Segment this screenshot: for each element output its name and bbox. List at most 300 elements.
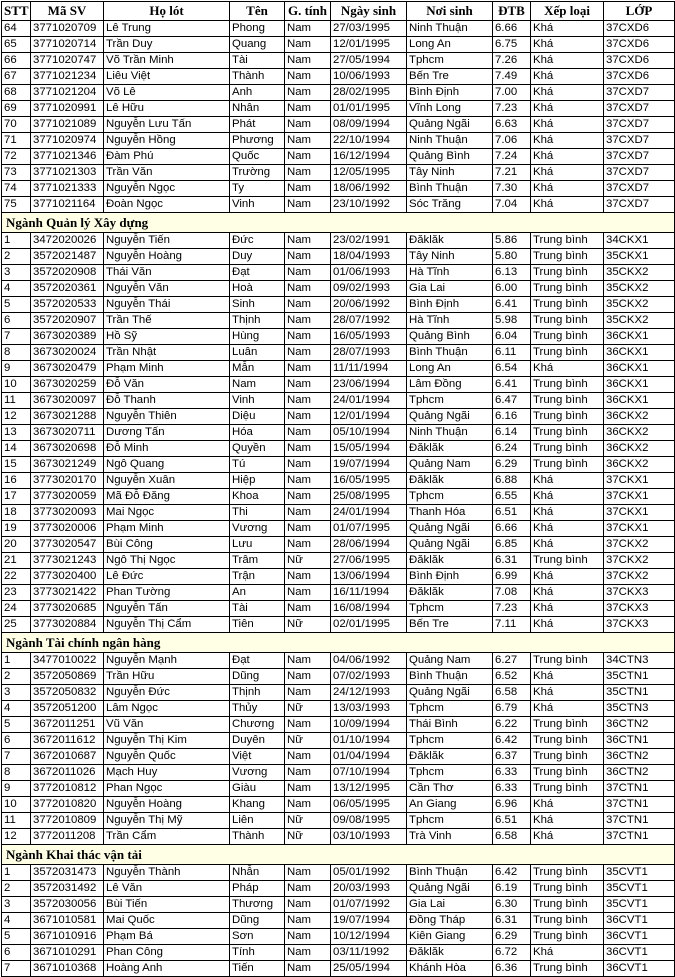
- cell-gpa: 6.24: [493, 441, 531, 457]
- cell-class: 35CKX1: [604, 249, 675, 265]
- cell-surname: Bùi Tiến: [104, 897, 230, 913]
- cell-birth-date: 03/11/1992: [331, 945, 407, 961]
- cell-stt: 2: [2, 881, 31, 897]
- cell-stt: 66: [2, 53, 31, 69]
- cell-given-name: Mẫn: [230, 361, 285, 377]
- cell-gender: Nam: [285, 717, 331, 733]
- cell-student-id: 3572021487: [31, 249, 104, 265]
- cell-birthplace: Tphcm: [407, 733, 493, 749]
- cell-given-name: Hùng: [230, 329, 285, 345]
- cell-gender: Nam: [285, 281, 331, 297]
- cell-stt: 22: [2, 569, 31, 585]
- cell-student-id: 3771020709: [31, 21, 104, 37]
- cell-given-name: Hóa: [230, 425, 285, 441]
- cell-rank: Trung bình: [531, 425, 604, 441]
- cell-class: 37CKX1: [604, 521, 675, 537]
- cell-surname: Phan Tường: [104, 585, 230, 601]
- cell-class: 35CVT1: [604, 865, 675, 881]
- cell-stt: 71: [2, 133, 31, 149]
- cell-birth-date: 23/10/1992: [331, 197, 407, 213]
- cell-gender: Nam: [285, 133, 331, 149]
- cell-surname: Lê Hữu: [104, 101, 230, 117]
- cell-gpa: 6.19: [493, 881, 531, 897]
- cell-given-name: Nam: [230, 377, 285, 393]
- cell-birth-date: 15/05/1994: [331, 441, 407, 457]
- cell-given-name: Chương: [230, 717, 285, 733]
- cell-rank: Trung bình: [531, 881, 604, 897]
- cell-surname: Phạm Minh: [104, 521, 230, 537]
- cell-rank: Khá: [531, 133, 604, 149]
- cell-given-name: Vương: [230, 521, 285, 537]
- cell-stt: 1: [2, 233, 31, 249]
- cell-class: 37CKX3: [604, 617, 675, 633]
- cell-surname: Nguyễn Văn: [104, 281, 230, 297]
- cell-gpa: 6.41: [493, 297, 531, 313]
- cell-birthplace: Quảng Ngãi: [407, 881, 493, 897]
- table-row: [2, 377, 675, 393]
- cell-gpa: 5.80: [493, 249, 531, 265]
- cell-given-name: Anh: [230, 85, 285, 101]
- cell-gender: Nữ: [285, 701, 331, 717]
- cell-class: 36CVT1: [604, 929, 675, 945]
- cell-student-id: 3773020006: [31, 521, 104, 537]
- cell-stt: 17: [2, 489, 31, 505]
- cell-birthplace: Quảng Nam: [407, 653, 493, 669]
- cell-birthplace: Quảng Ngãi: [407, 409, 493, 425]
- cell-gender: Nam: [285, 945, 331, 961]
- cell-class: 36CKX1: [604, 345, 675, 361]
- cell-birth-date: 02/01/1995: [331, 617, 407, 633]
- cell-gpa: 7.23: [493, 601, 531, 617]
- cell-rank: Khá: [531, 505, 604, 521]
- cell-surname: Ngô Thị Ngọc: [104, 553, 230, 569]
- cell-birthplace: Lâm Đồng: [407, 377, 493, 393]
- cell-surname: Phạm Minh: [104, 361, 230, 377]
- cell-stt: 7: [2, 329, 31, 345]
- cell-rank: Trung bình: [531, 717, 604, 733]
- cell-gpa: 6.58: [493, 685, 531, 701]
- cell-given-name: Quyền: [230, 441, 285, 457]
- cell-birth-date: 27/03/1995: [331, 21, 407, 37]
- cell-gpa: 6.85: [493, 537, 531, 553]
- cell-given-name: Lưu: [230, 537, 285, 553]
- cell-birthplace: Bến Tre: [407, 69, 493, 85]
- cell-student-id: 3772010820: [31, 797, 104, 813]
- cell-birthplace: Sóc Trăng: [407, 197, 493, 213]
- cell-surname: Nguyễn Lưu Tấn: [104, 117, 230, 133]
- cell-class: 36CVT1: [604, 913, 675, 929]
- cell-class: 37CXD7: [604, 165, 675, 181]
- cell-gender: Nữ: [285, 829, 331, 845]
- cell-gender: Nam: [285, 53, 331, 69]
- table-row: [2, 717, 675, 733]
- cell-birth-date: 28/07/1993: [331, 345, 407, 361]
- cell-gender: Nam: [285, 881, 331, 897]
- cell-student-id: 3673020711: [31, 425, 104, 441]
- cell-given-name: Quốc: [230, 149, 285, 165]
- cell-gpa: 5.86: [493, 233, 531, 249]
- table-row: [2, 473, 675, 489]
- table-row: [2, 749, 675, 765]
- cell-given-name: Phong: [230, 21, 285, 37]
- cell-rank: Trung bình: [531, 457, 604, 473]
- cell-class: 36CKX1: [604, 329, 675, 345]
- cell-class: 35CVT1: [604, 897, 675, 913]
- cell-birthplace: Ninh Thuận: [407, 21, 493, 37]
- table-row: [2, 133, 675, 149]
- table-row: [2, 409, 675, 425]
- cell-gender: Nữ: [285, 617, 331, 633]
- cell-birth-date: 27/06/1995: [331, 553, 407, 569]
- cell-class: 37CKX3: [604, 585, 675, 601]
- table-row: [2, 829, 675, 845]
- cell-gpa: 6.11: [493, 345, 531, 361]
- table-row: [2, 101, 675, 117]
- cell-rank: Khá: [531, 685, 604, 701]
- cell-student-id: 3572031473: [31, 865, 104, 881]
- cell-stt: 4: [2, 913, 31, 929]
- cell-class: 37CXD7: [604, 101, 675, 117]
- cell-surname: Bùi Công: [104, 537, 230, 553]
- cell-given-name: Trâm: [230, 553, 285, 569]
- cell-rank: Trung bình: [531, 265, 604, 281]
- cell-rank: Trung bình: [531, 781, 604, 797]
- table-row: [2, 733, 675, 749]
- cell-given-name: Sơn: [230, 929, 285, 945]
- cell-birthplace: Bình Định: [407, 569, 493, 585]
- table-row: [2, 281, 675, 297]
- cell-surname: Đàm Phú: [104, 149, 230, 165]
- cell-rank: Khá: [531, 669, 604, 685]
- cell-class: 35CKX2: [604, 265, 675, 281]
- cell-given-name: Tiên: [230, 617, 285, 633]
- cell-student-id: 3673020024: [31, 345, 104, 361]
- cell-given-name: Nhẫn: [230, 865, 285, 881]
- cell-stt: 3: [2, 685, 31, 701]
- table-header-row: [2, 2, 675, 21]
- cell-gpa: 6.16: [493, 409, 531, 425]
- cell-given-name: Dũng: [230, 669, 285, 685]
- cell-stt: 9: [2, 781, 31, 797]
- cell-class: 37CKX1: [604, 489, 675, 505]
- cell-birthplace: Hà Tĩnh: [407, 313, 493, 329]
- cell-gender: Nam: [285, 21, 331, 37]
- cell-given-name: Đức: [230, 233, 285, 249]
- cell-gpa: 6.55: [493, 489, 531, 505]
- cell-given-name: Pháp: [230, 881, 285, 897]
- cell-stt: 12: [2, 409, 31, 425]
- cell-birthplace: Quảng Bình: [407, 149, 493, 165]
- cell-stt: 70: [2, 117, 31, 133]
- cell-rank: Khá: [531, 829, 604, 845]
- cell-rank: Khá: [531, 181, 604, 197]
- cell-surname: Lê Trung: [104, 21, 230, 37]
- cell-class: 37CXD7: [604, 149, 675, 165]
- cell-birthplace: Vĩnh Long: [407, 101, 493, 117]
- cell-birth-date: 24/12/1993: [331, 685, 407, 701]
- cell-birth-date: 10/06/1993: [331, 69, 407, 85]
- table-row: [2, 521, 675, 537]
- cell-given-name: Vinh: [230, 197, 285, 213]
- column-header-gender: G. tính: [285, 2, 331, 21]
- cell-student-id: 3772010812: [31, 781, 104, 797]
- table-row: [2, 489, 675, 505]
- cell-birth-date: 01/07/1992: [331, 897, 407, 913]
- cell-surname: Nguyễn Tấn: [104, 601, 230, 617]
- table-row: [2, 53, 675, 69]
- cell-birth-date: 04/06/1992: [331, 653, 407, 669]
- cell-class: 37CXD7: [604, 117, 675, 133]
- cell-rank: Trung bình: [531, 749, 604, 765]
- cell-rank: Khá: [531, 945, 604, 961]
- cell-rank: Khá: [531, 813, 604, 829]
- cell-student-id: 3671010916: [31, 929, 104, 945]
- cell-surname: Nguyễn Tiến: [104, 233, 230, 249]
- cell-given-name: Đạt: [230, 265, 285, 281]
- cell-birth-date: 28/06/1994: [331, 537, 407, 553]
- column-header-stt: STT: [2, 2, 31, 21]
- table-row: [2, 553, 675, 569]
- cell-class: 37CXD6: [604, 69, 675, 85]
- cell-birth-date: 12/01/1994: [331, 409, 407, 425]
- cell-given-name: Thành: [230, 829, 285, 845]
- cell-rank: Trung bình: [531, 441, 604, 457]
- table-row: [2, 249, 675, 265]
- cell-stt: 8: [2, 345, 31, 361]
- cell-birth-date: 09/08/1995: [331, 813, 407, 829]
- cell-class: 34CTN3: [604, 653, 675, 669]
- column-header-gpa: ĐTB: [493, 2, 531, 21]
- cell-birthplace: Ninh Thuận: [407, 133, 493, 149]
- cell-student-id: 3572020361: [31, 281, 104, 297]
- cell-student-id: 3673020097: [31, 393, 104, 409]
- cell-gpa: 6.42: [493, 733, 531, 749]
- cell-surname: Thái Văn: [104, 265, 230, 281]
- cell-student-id: 3671010581: [31, 913, 104, 929]
- cell-class: 35CTN1: [604, 685, 675, 701]
- cell-rank: Khá: [531, 165, 604, 181]
- cell-surname: Hoàng Anh: [104, 961, 230, 977]
- cell-gender: Nam: [285, 537, 331, 553]
- cell-surname: Trần Thế: [104, 313, 230, 329]
- cell-gpa: 6.75: [493, 37, 531, 53]
- cell-class: 37CKX3: [604, 601, 675, 617]
- cell-surname: Nguyễn Thành: [104, 865, 230, 881]
- cell-gender: Nam: [285, 393, 331, 409]
- table-row: [2, 685, 675, 701]
- cell-birth-date: 12/01/1995: [331, 37, 407, 53]
- cell-birthplace: Cần Thơ: [407, 781, 493, 797]
- table-row: [2, 297, 675, 313]
- cell-stt: 3: [2, 265, 31, 281]
- cell-gpa: 6.37: [493, 749, 531, 765]
- cell-birthplace: Gia Lai: [407, 897, 493, 913]
- cell-gpa: 6.51: [493, 505, 531, 521]
- cell-gender: Nam: [285, 797, 331, 813]
- cell-birth-date: 16/11/1994: [331, 585, 407, 601]
- table-row: [2, 37, 675, 53]
- table-row: [2, 865, 675, 881]
- cell-student-id: 3672011026: [31, 765, 104, 781]
- cell-gpa: 6.00: [493, 281, 531, 297]
- cell-class: 37CKX1: [604, 505, 675, 521]
- cell-gender: Nam: [285, 313, 331, 329]
- table-row: [2, 181, 675, 197]
- cell-stt: 16: [2, 473, 31, 489]
- table-row: [2, 701, 675, 717]
- cell-surname: Nguyễn Thị Kim: [104, 733, 230, 749]
- cell-class: 36CTN1: [604, 733, 675, 749]
- cell-rank: Khá: [531, 537, 604, 553]
- cell-rank: Khá: [531, 701, 604, 717]
- cell-class: 36CTN2: [604, 749, 675, 765]
- cell-student-id: 3771021346: [31, 149, 104, 165]
- table-row: [2, 797, 675, 813]
- cell-gender: Nam: [285, 781, 331, 797]
- cell-gpa: 6.51: [493, 813, 531, 829]
- cell-gpa: 6.27: [493, 653, 531, 669]
- cell-gpa: 6.41: [493, 377, 531, 393]
- cell-gender: Nam: [285, 37, 331, 53]
- cell-gender: Nam: [285, 361, 331, 377]
- cell-surname: Nguyễn Thái: [104, 297, 230, 313]
- table-row: [2, 813, 675, 829]
- cell-birth-date: 05/10/1994: [331, 425, 407, 441]
- cell-birthplace: Bình Thuận: [407, 181, 493, 197]
- cell-birthplace: Quảng Bình: [407, 329, 493, 345]
- cell-rank: Khá: [531, 53, 604, 69]
- cell-given-name: Đạt: [230, 653, 285, 669]
- table-row: [2, 569, 675, 585]
- cell-stt: 23: [2, 585, 31, 601]
- cell-gender: Nam: [285, 569, 331, 585]
- cell-stt: 4: [2, 281, 31, 297]
- cell-class: 37CXD7: [604, 85, 675, 101]
- cell-stt: 19: [2, 521, 31, 537]
- cell-rank: Khá: [531, 569, 604, 585]
- cell-stt: 73: [2, 165, 31, 181]
- cell-class: 37CKX1: [604, 473, 675, 489]
- cell-student-id: 3672011251: [31, 717, 104, 733]
- cell-gender: Nam: [285, 865, 331, 881]
- cell-birth-date: 25/08/1995: [331, 489, 407, 505]
- cell-birth-date: 23/06/1994: [331, 377, 407, 393]
- cell-surname: Trần Văn: [104, 165, 230, 181]
- cell-stt: 11: [2, 813, 31, 829]
- cell-given-name: Trận: [230, 569, 285, 585]
- table-row: [2, 537, 675, 553]
- cell-student-id: 3773020400: [31, 569, 104, 585]
- cell-gender: Nam: [285, 297, 331, 313]
- cell-given-name: Luân: [230, 345, 285, 361]
- cell-birth-date: 16/12/1994: [331, 149, 407, 165]
- cell-birthplace: Quảng Ngãi: [407, 117, 493, 133]
- cell-gpa: 6.72: [493, 945, 531, 961]
- cell-gpa: 7.23: [493, 101, 531, 117]
- cell-birth-date: 06/05/1995: [331, 797, 407, 813]
- cell-birthplace: Quảng Nam: [407, 457, 493, 473]
- cell-birth-date: 18/04/1993: [331, 249, 407, 265]
- cell-class: 35CKX2: [604, 281, 675, 297]
- cell-birth-date: 13/06/1994: [331, 569, 407, 585]
- cell-gender: Nam: [285, 377, 331, 393]
- cell-student-id: 3671010368: [31, 961, 104, 977]
- cell-class: 35CTN1: [604, 669, 675, 685]
- cell-birth-date: 19/07/1994: [331, 913, 407, 929]
- cell-rank: Khá: [531, 85, 604, 101]
- cell-gender: Nam: [285, 765, 331, 781]
- cell-birthplace: Tphcm: [407, 489, 493, 505]
- cell-stt: 11: [2, 393, 31, 409]
- cell-gpa: 6.33: [493, 765, 531, 781]
- cell-class: 36CKX2: [604, 409, 675, 425]
- cell-rank: Khá: [531, 521, 604, 537]
- cell-stt: 74: [2, 181, 31, 197]
- cell-surname: Nguyễn Đức: [104, 685, 230, 701]
- cell-gpa: 7.24: [493, 149, 531, 165]
- cell-student-id: 3572050869: [31, 669, 104, 685]
- cell-gender: Nam: [285, 457, 331, 473]
- cell-given-name: Khang: [230, 797, 285, 813]
- cell-surname: Nguyễn Mạnh: [104, 653, 230, 669]
- cell-surname: Dương Tấn: [104, 425, 230, 441]
- cell-surname: Nguyễn Thiên: [104, 409, 230, 425]
- cell-given-name: Liên: [230, 813, 285, 829]
- cell-birth-date: 16/05/1995: [331, 473, 407, 489]
- cell-student-id: 3771021089: [31, 117, 104, 133]
- cell-student-id: 3671010291: [31, 945, 104, 961]
- cell-birthplace: Đăklăk: [407, 945, 493, 961]
- cell-student-id: 3672011612: [31, 733, 104, 749]
- cell-gender: Nam: [285, 425, 331, 441]
- cell-rank: Trung bình: [531, 377, 604, 393]
- table-row: [2, 425, 675, 441]
- table-row: [2, 197, 675, 213]
- cell-surname: Liêu Việt: [104, 69, 230, 85]
- cell-given-name: Thịnh: [230, 685, 285, 701]
- cell-birth-date: 01/10/1994: [331, 733, 407, 749]
- table-row: [2, 653, 675, 669]
- cell-gender: Nam: [285, 521, 331, 537]
- cell-rank: Khá: [531, 101, 604, 117]
- cell-student-id: 3572050832: [31, 685, 104, 701]
- table-row: [2, 313, 675, 329]
- cell-given-name: Tài: [230, 601, 285, 617]
- cell-birthplace: Đăklăk: [407, 553, 493, 569]
- cell-rank: Khá: [531, 149, 604, 165]
- cell-surname: Hồ Sỹ: [104, 329, 230, 345]
- cell-birthplace: Long An: [407, 361, 493, 377]
- cell-class: 36CKX2: [604, 425, 675, 441]
- cell-stt: 24: [2, 601, 31, 617]
- cell-surname: Phạm Bá: [104, 929, 230, 945]
- cell-class: 36CKX1: [604, 377, 675, 393]
- cell-surname: Mã Đỗ Đăng: [104, 489, 230, 505]
- cell-surname: Phan Ngọc: [104, 781, 230, 797]
- cell-class: 37CKX2: [604, 553, 675, 569]
- cell-birthplace: Bình Thuận: [407, 345, 493, 361]
- table-row: [2, 393, 675, 409]
- cell-gpa: 6.58: [493, 829, 531, 845]
- column-header-surname: Họ lót: [104, 2, 230, 21]
- cell-given-name: Trường: [230, 165, 285, 181]
- cell-surname: Đoàn Ngọc: [104, 197, 230, 213]
- cell-surname: Lê Văn: [104, 881, 230, 897]
- cell-surname: Trần Cẩm: [104, 829, 230, 845]
- cell-birth-date: 13/12/1995: [331, 781, 407, 797]
- cell-surname: Võ Trần Minh: [104, 53, 230, 69]
- cell-surname: Vũ Văn: [104, 717, 230, 733]
